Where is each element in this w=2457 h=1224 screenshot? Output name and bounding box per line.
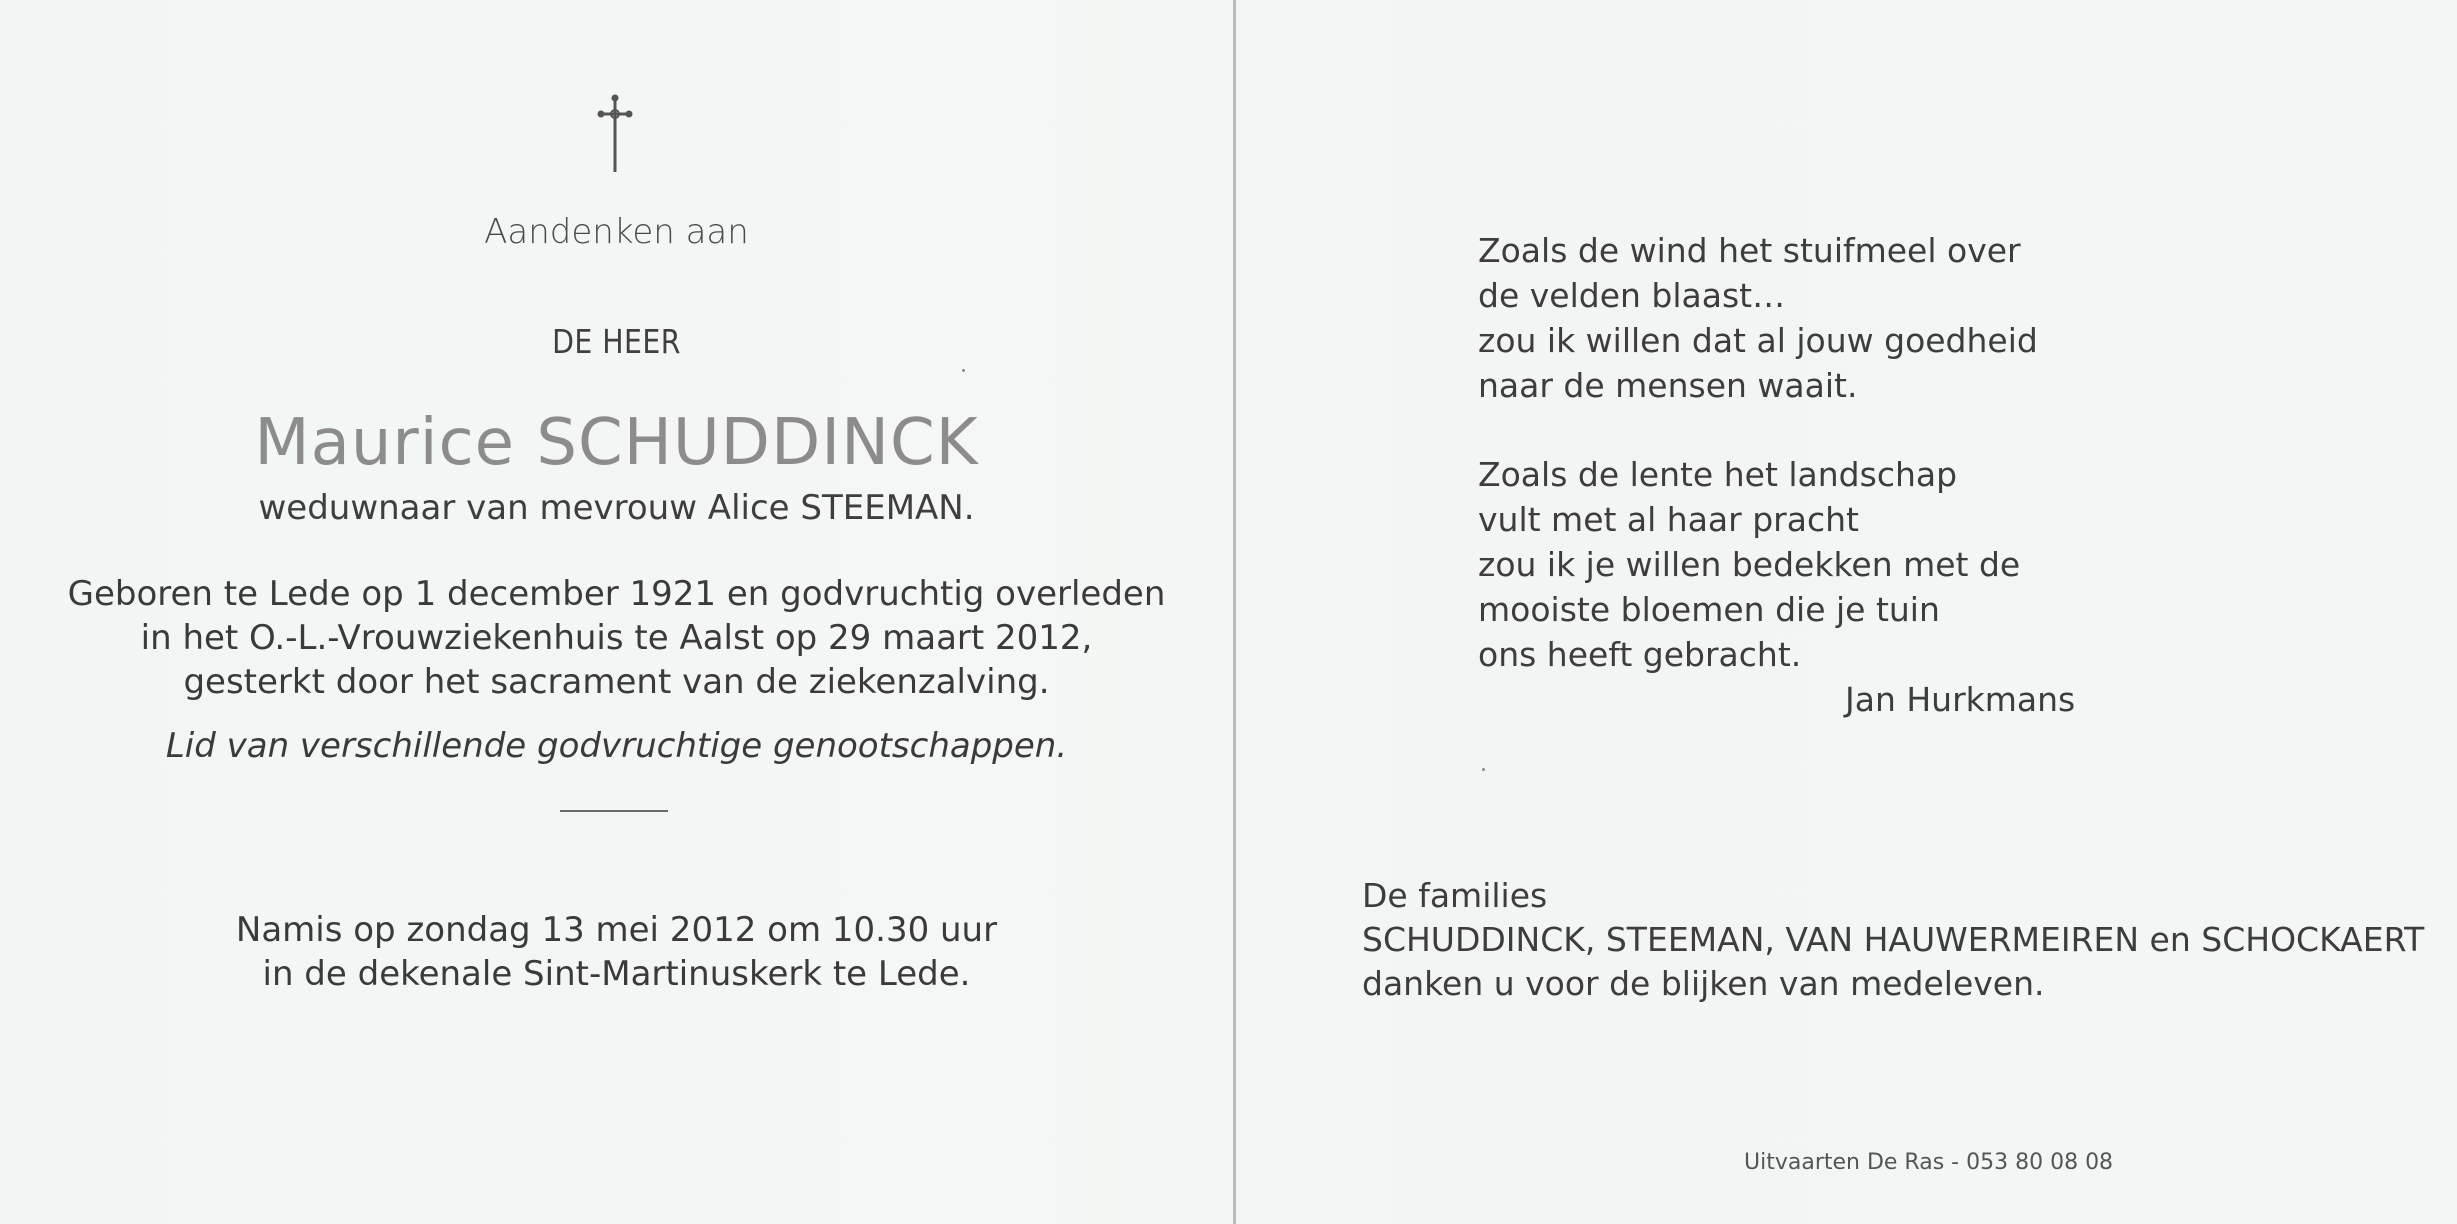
cross-icon [592,92,638,174]
bio-line: in het O.-L.-Vrouwziekenhuis te Aalst op 29 maart 2012, [140,618,1093,658]
widower-line: weduwnaar van mevrouw Alice STEEMAN. [258,488,975,528]
thanks-line: SCHUDDINCK, STEEMAN, VAN HAUWERMEIREN en SCHOCKAERT [1362,920,2425,959]
membership-line: Lid van verschillende godvruchtige genootschappen. [165,726,1068,766]
poem-line: zou ik je willen bedekken met de [1478,545,2021,584]
paper-speck [962,369,965,372]
poem-line: mooiste bloemen die je tuin [1478,590,1940,629]
poem-line: ons heeft gebracht. [1478,635,1802,674]
deceased-name: Maurice SCHUDDINCK [254,406,979,480]
thanks-line: danken u voor de blijken van medeleven. [1362,964,2045,1003]
poem-line: Zoals de wind het stuifmeel over [1478,231,2021,270]
bio-line: gesterkt door het sacrament van de ziekenzalving. [183,662,1050,702]
poem-line: de velden blaast… [1478,276,1786,315]
funeral-line: in de dekenale Sint-Martinuskerk te Lede. [262,954,971,994]
family-thanks [1362,874,2424,1006]
poem-line: zou ik willen dat al jouw goedheid [1478,321,2038,360]
poem-line: Zoals de lente het landschap [1478,455,1958,494]
thanks-line: De families [1362,876,1548,915]
honorific: DE HEER [552,322,681,361]
poem-line: vult met al haar pracht [1478,500,1859,539]
biography [0,572,1233,704]
poem-line: naar de mensen waait. [1478,366,1858,405]
funeral-home-footer: Uitvaarten De Ras - 053 80 08 08 [1744,1150,2114,1175]
memorial-heading: Aandenken aan [484,212,749,252]
funeral-details [0,908,1233,996]
poem [1478,228,2038,677]
divider [560,810,668,812]
poem-author: Jan Hurkmans [1845,680,2076,719]
bio-line: Geboren te Lede op 1 december 1921 en godvruchtig overleden [67,574,1166,614]
funeral-line: Namis op zondag 13 mei 2012 om 10.30 uur [235,910,998,950]
stanza-gap [1478,408,2038,452]
paper-speck [1482,768,1485,771]
